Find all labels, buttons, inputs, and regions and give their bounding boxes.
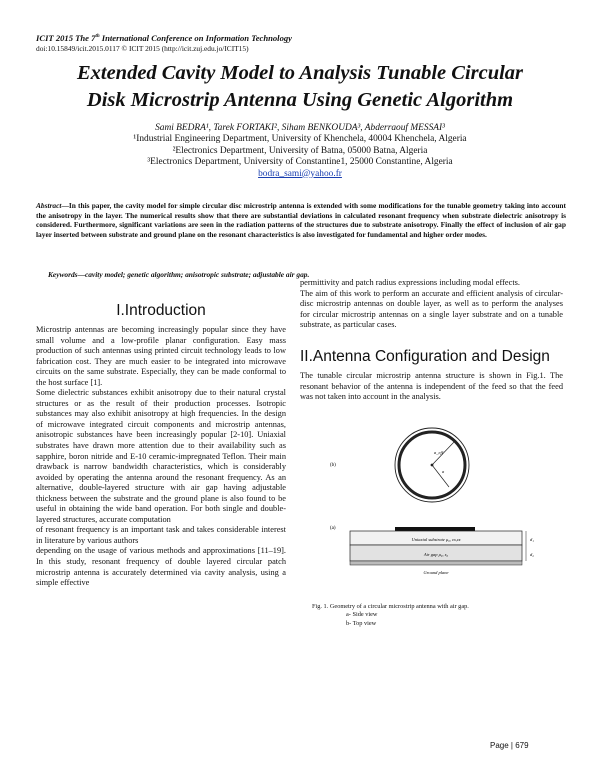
d2-label: d₂ xyxy=(530,552,534,557)
radius-line-inner xyxy=(432,465,449,487)
doi-line: doi:10.15849/icit.2015.0117 © ICIT 2015 (http://icit.zuj.edu.jo/ICIT15) xyxy=(36,44,249,53)
introduction-body xyxy=(36,325,286,589)
title-line-1: Extended Cavity Model to Analysis Tunable Circular xyxy=(76,62,524,84)
affiliation-2: ²Electronics Department, University of Batna, 05000 Batna, Algeria xyxy=(172,145,428,156)
author-block xyxy=(60,123,540,180)
intro-paragraph: depending on the usage of various methods and approximations [11–19]. In this study, resonant frequency of double layered circular patch microstrip antenna is accurately determined via cavity analysis, using a simple effective xyxy=(36,546,286,588)
affiliation-1: ¹Industrial Engineering Department, University of Khenchela, 40004 Khenchela, Algeria xyxy=(133,134,467,145)
abstract-text: —In this paper, the cavity model for simple circular disc microstrip antenna is extended with some modifications for the tunable geometry taking into account the anisotropy in the layer. The numerical results show that there are substantial deviations in calculated resonant frequency when substrate dielectric anisotropy is considered. Furthermore, significant variations are seen in the radiation patterns of the structures due to substrate anisotropy. Finally the effect of inclusion of air gap layer inserted between substrate and ground plane on the resonant characteristics is also investigated for fundamental and higher order modes. xyxy=(36,201,566,239)
right-paragraph: The aim of this work to perform an accurate and efficient analysis of circular-disc microstrip antennas on double layer, as well as to perform the analyses for circular microstrip antennas on a single layer substrate and on a tunable substrate, as particular cases. xyxy=(300,288,563,330)
figure-label-a: (a) xyxy=(330,526,336,531)
intro-paragraph: of resonant frequency is an important task and takes considerable interest in literature by various authors xyxy=(36,525,286,545)
abstract-label: Abstract xyxy=(36,201,62,210)
right-paragraph: permittivity and patch radius expressions including modal effects. xyxy=(300,278,520,287)
section-heading-introduction: I.Introduction xyxy=(116,302,206,319)
conference-header: ICIT 2015 The 7th International Conference on Information Technology xyxy=(36,33,292,43)
figure-caption xyxy=(312,603,554,628)
disk-center-point xyxy=(431,464,434,467)
abstract xyxy=(36,201,566,239)
right-column-intro xyxy=(300,278,563,331)
intro-paragraph: Some dielectric substances exhibit anisotropy due to their natural crystal structures or as the result of their production processes. Isotropic substances may also exhibit anisotropy at high frequencies. In the design of microwave integrated circuit components and microstrip antennas, anisotropic substances have been increasingly popular [2-10]. Uniaxial substrates have drawn more attention due to their availability such as sapphire, boron nitride and E-10 ceramic-impregnated Teflon. Their main drawback is narrow bandwidth characteristics, which is considerably avoided by operating the antenna around the resonant frequency. As an alternative, double-layered structure with air gap having adjustable thickness between the substrate and the ground plane is also found to be useful in obtaining the wide band operation. For both single and double-layered structures, accurate computation xyxy=(36,388,286,524)
intro-paragraph: Microstrip antennas are becoming increasingly popular since they have small volume and a low-profile planar configuration. Easy mass production of such antennas using printed circuit technology leads to low fabrication cost. They are much easier to be integrated into microwave circuits on the same substrate. Especially, they can be made conformal to the host surface [1]. xyxy=(36,325,286,387)
email-link[interactable]: bodra_sami@yahoo.fr xyxy=(258,168,342,179)
figure-1 xyxy=(312,425,554,595)
ground-plane-label: Ground plane xyxy=(423,570,449,575)
patch xyxy=(395,527,475,531)
keywords: Keywords—cavity model; genetic algorithm; anisotropic substrate; adjustable air gap. xyxy=(48,270,310,279)
figure-label-b: (b) xyxy=(330,463,336,468)
ground-plane xyxy=(350,561,522,565)
caption-item-a: a- Side view xyxy=(346,611,378,619)
airgap-label: Air gap μ₀, ε₀ xyxy=(423,552,449,557)
caption-item-b: b- Top view xyxy=(346,619,377,627)
caption-text: Fig. 1. Geometry of a circular microstrip antenna with air gap. xyxy=(312,603,469,610)
radius-label-inner: a xyxy=(442,469,445,474)
title-line-2: Disk Microstrip Antenna Using Genetic Algorithm xyxy=(86,89,514,111)
d1-label: d₁ xyxy=(530,537,534,542)
section-heading-antenna: II.Antenna Configuration and Design xyxy=(300,348,550,365)
affiliation-3: ³Electronics Department, University of Constantine1, 25000 Constantine, Algeria xyxy=(147,157,453,168)
substrate-label: Uniaxial substrate μ₀, εx,εz xyxy=(411,537,461,542)
page-number: Page | 679 xyxy=(490,741,529,750)
paper-title xyxy=(20,60,580,114)
author-names: Sami BEDRA¹, Tarek FORTAKI², Siham BENKOUDA³, Abderraouf MESSAI³ xyxy=(155,123,445,133)
radius-label-outer: a_eff xyxy=(434,450,443,455)
section2-body: The tunable circular microstrip antenna structure is shown in Fig.1. The resonant behavior of the antenna is independent of the feed so that the feed was not taken into account in the analysis. xyxy=(300,371,563,402)
